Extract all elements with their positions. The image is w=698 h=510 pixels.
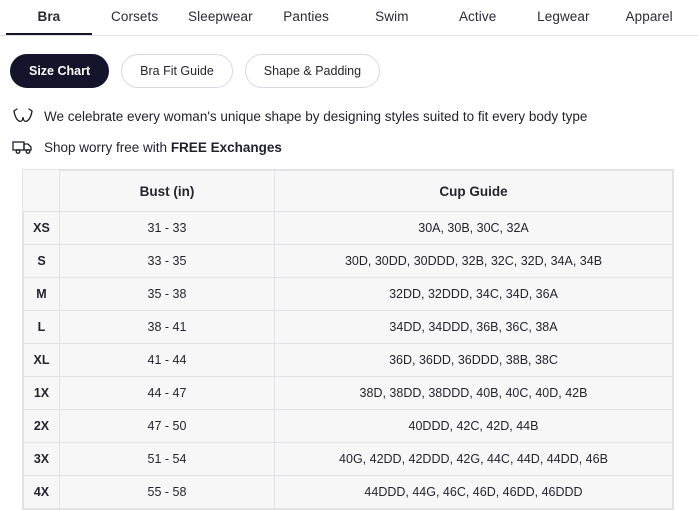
cell-size: L bbox=[24, 311, 60, 344]
cell-cup: 36D, 36DD, 36DDD, 38B, 38C bbox=[275, 344, 673, 377]
table-row bbox=[24, 377, 673, 410]
cell-bust: 47 - 50 bbox=[60, 410, 275, 443]
category-tab-apparel[interactable]: Apparel bbox=[625, 9, 673, 24]
promo-message bbox=[12, 137, 698, 157]
cell-size: M bbox=[24, 278, 60, 311]
table-header-bust: Bust (in) bbox=[60, 171, 275, 212]
cell-bust: 31 - 33 bbox=[60, 212, 275, 245]
category-tab-panties[interactable]: Panties bbox=[283, 9, 329, 24]
cell-cup: 30A, 30B, 30C, 32A bbox=[275, 212, 673, 245]
pill-size-chart[interactable]: Size Chart bbox=[10, 54, 109, 88]
promo-text bbox=[44, 140, 282, 155]
table-row bbox=[24, 212, 673, 245]
cell-bust: 51 - 54 bbox=[60, 443, 275, 476]
table-row bbox=[24, 245, 673, 278]
promo-message bbox=[12, 106, 698, 126]
category-tab-sleepwear[interactable]: Sleepwear bbox=[188, 9, 253, 24]
table-header-cup: Cup Guide bbox=[275, 171, 673, 212]
category-tab-corsets[interactable]: Corsets bbox=[111, 9, 159, 24]
category-tab-swim[interactable]: Swim bbox=[375, 9, 409, 24]
table-row bbox=[24, 443, 673, 476]
promo-text bbox=[44, 109, 587, 124]
cell-cup: 34DD, 34DDD, 36B, 36C, 38A bbox=[275, 311, 673, 344]
table-header-row bbox=[24, 171, 673, 212]
category-tab-bar bbox=[0, 0, 698, 36]
cell-bust: 55 - 58 bbox=[60, 476, 275, 509]
cell-size: S bbox=[24, 245, 60, 278]
cell-bust: 44 - 47 bbox=[60, 377, 275, 410]
cell-cup: 40G, 42DD, 42DDD, 42G, 44C, 44D, 44DD, 46B bbox=[275, 443, 673, 476]
category-tab-legwear[interactable]: Legwear bbox=[537, 9, 590, 24]
promo-text-emphasis: FREE Exchanges bbox=[170, 139, 282, 155]
table-row bbox=[24, 278, 673, 311]
table-header-corner bbox=[24, 171, 60, 212]
cell-cup: 44DDD, 44G, 46C, 46D, 46DD, 46DDD bbox=[275, 476, 673, 509]
cell-bust: 35 - 38 bbox=[60, 278, 275, 311]
promo-text-lead: Shop worry free with bbox=[44, 139, 171, 155]
cell-size: 2X bbox=[24, 410, 60, 443]
cell-size: XS bbox=[24, 212, 60, 245]
cell-bust: 38 - 41 bbox=[60, 311, 275, 344]
cell-size: XL bbox=[24, 344, 60, 377]
category-tab-bra[interactable]: Bra bbox=[6, 0, 92, 35]
bra-icon bbox=[12, 106, 34, 126]
promo-text-lead: We celebrate every woman's unique shape by designing styles suited to fit every body type bbox=[44, 108, 588, 124]
cell-cup: 40DDD, 42C, 42D, 44B bbox=[275, 410, 673, 443]
cell-cup: 32DD, 32DDD, 34C, 34D, 36A bbox=[275, 278, 673, 311]
pill-shape-padding[interactable]: Shape & Padding bbox=[245, 54, 380, 88]
view-pill-group bbox=[0, 36, 698, 88]
cell-cup: 38D, 38DD, 38DDD, 40B, 40C, 40D, 42B bbox=[275, 377, 673, 410]
size-chart-table bbox=[23, 170, 673, 509]
promo-messages bbox=[0, 88, 698, 157]
table-row bbox=[24, 344, 673, 377]
cell-bust: 41 - 44 bbox=[60, 344, 275, 377]
table-row bbox=[24, 410, 673, 443]
size-chart-table-container bbox=[22, 169, 674, 510]
table-row bbox=[24, 476, 673, 509]
pill-bra-fit-guide[interactable]: Bra Fit Guide bbox=[121, 54, 233, 88]
shipping-truck-icon bbox=[12, 137, 34, 157]
category-tab-active[interactable]: Active bbox=[458, 9, 497, 24]
cell-cup: 30D, 30DD, 30DDD, 32B, 32C, 32D, 34A, 34B bbox=[275, 245, 673, 278]
table-row bbox=[24, 311, 673, 344]
cell-size: 4X bbox=[24, 476, 60, 509]
cell-size: 1X bbox=[24, 377, 60, 410]
cell-size: 3X bbox=[24, 443, 60, 476]
cell-bust: 33 - 35 bbox=[60, 245, 275, 278]
